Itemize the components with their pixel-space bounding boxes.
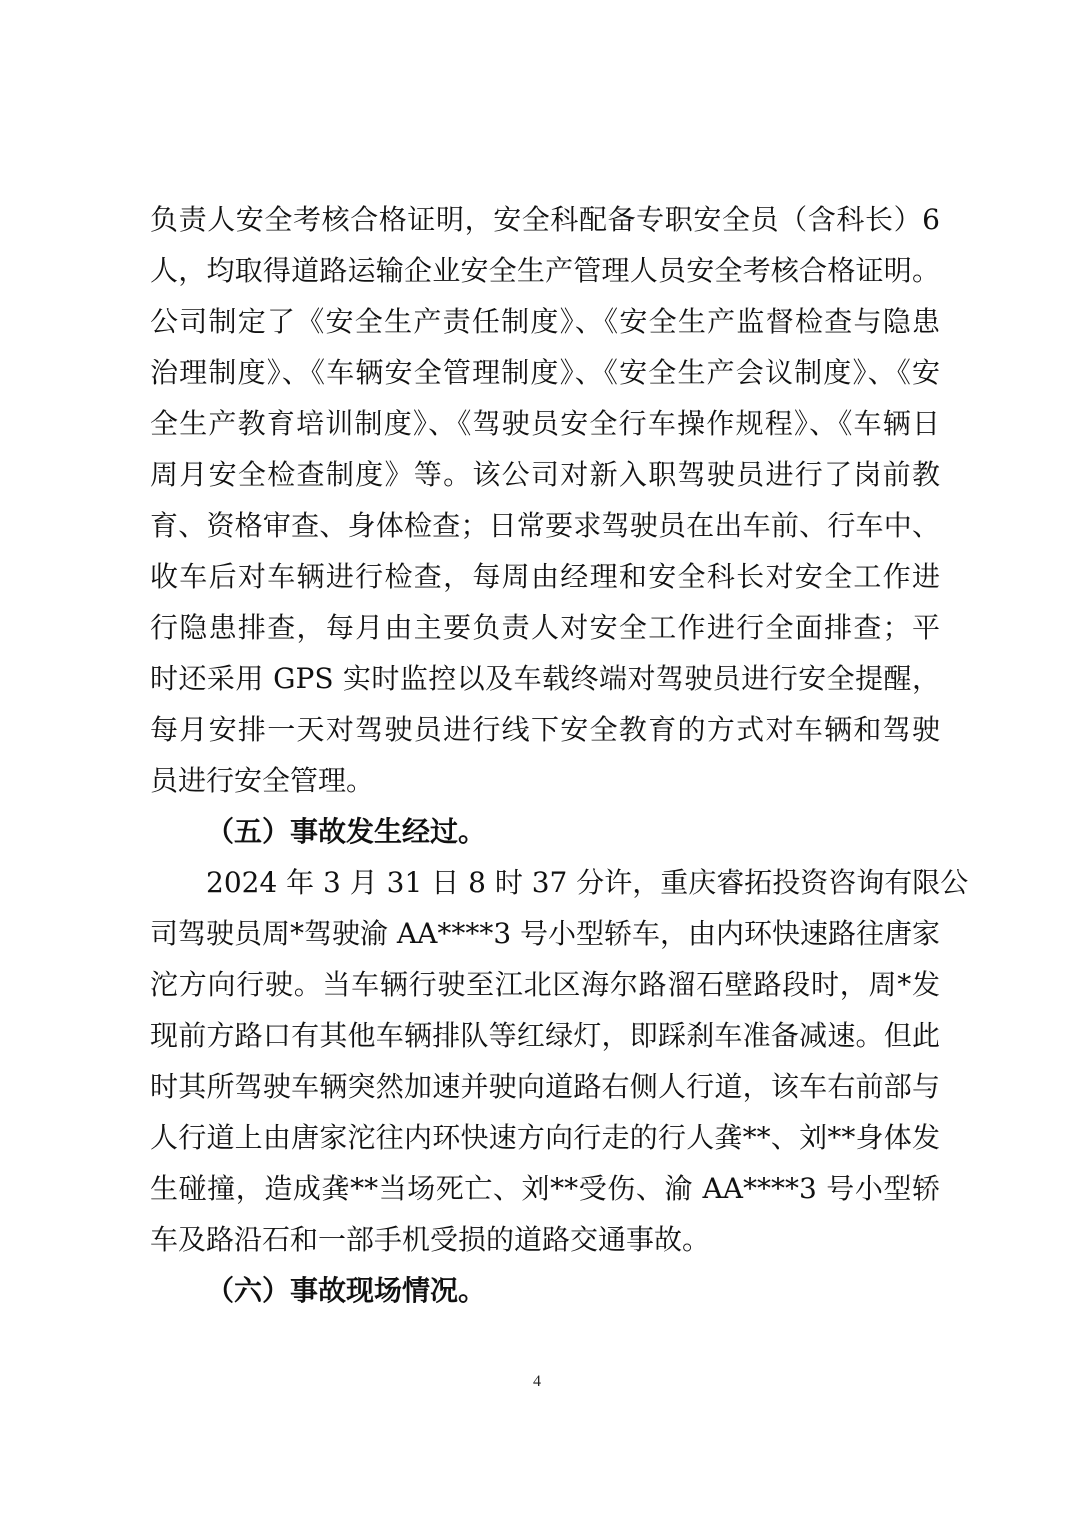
paragraph-line: 沱方向行驶。当车辆行驶至江北区海尔路溜石壁路段时，周*发 bbox=[150, 968, 940, 1001]
section-heading-5: （五）事故发生经过。 bbox=[206, 815, 487, 848]
paragraph-line: 每月安排一天对驾驶员进行线下安全教育的方式对车辆和驾驶 bbox=[150, 713, 940, 746]
paragraph-line: 人，均取得道路运输企业安全生产管理人员安全考核合格证明。 bbox=[150, 254, 940, 287]
paragraph-line: 时还采用 GPS 实时监控以及车载终端对驾驶员进行安全提醒， bbox=[150, 662, 940, 695]
paragraph-line: 公司制定了《安全生产责任制度》、《安全生产监督检查与隐患 bbox=[150, 305, 940, 338]
paragraph-line: 治理制度》、《车辆安全管理制度》、《安全生产会议制度》、《安 bbox=[150, 356, 940, 389]
paragraph-line: 人行道上由唐家沱往内环快速方向行走的行人龚**、刘**身体发 bbox=[150, 1121, 940, 1154]
paragraph-line: 现前方路口有其他车辆排队等红绿灯，即踩刹车准备减速。但此 bbox=[150, 1019, 940, 1052]
section-heading-6: （六）事故现场情况。 bbox=[206, 1274, 487, 1307]
paragraph-line: 育、资格审查、身体检查；日常要求驾驶员在出车前、行车中、 bbox=[150, 509, 940, 542]
paragraph-line: 时其所驾驶车辆突然加速并驶向道路右侧人行道，该车右前部与 bbox=[150, 1070, 940, 1103]
paragraph-line: 司驾驶员周*驾驶渝 AA****3 号小型轿车，由内环快速路往唐家 bbox=[150, 917, 941, 950]
paragraph-line: 行隐患排查，每月由主要负责人对安全工作进行全面排查；平 bbox=[150, 611, 940, 644]
paragraph-line: 收车后对车辆进行检查，每周由经理和安全科长对安全工作进 bbox=[150, 560, 940, 593]
paragraph-line: 生碰撞，造成龚**当场死亡、刘**受伤、渝 AA****3 号小型轿 bbox=[150, 1172, 940, 1205]
paragraph-line: 2024 年 3 月 31 日 8 时 37 分许，重庆睿拓投资咨询有限公 bbox=[206, 866, 969, 899]
paragraph-line: 车及路沿石和一部手机受损的道路交通事故。 bbox=[150, 1223, 711, 1256]
paragraph-line: 全生产教育培训制度》、《驾驶员安全行车操作规程》、《车辆日 bbox=[150, 407, 940, 440]
paragraph-line: 负责人安全考核合格证明，安全科配备专职安全员（含科长）6 bbox=[150, 203, 940, 236]
paragraph-line: 周月安全检查制度》等。该公司对新入职驾驶员进行了岗前教 bbox=[150, 458, 940, 491]
page-number: 4 bbox=[533, 1373, 541, 1390]
paragraph-line: 员进行安全管理。 bbox=[150, 764, 375, 797]
